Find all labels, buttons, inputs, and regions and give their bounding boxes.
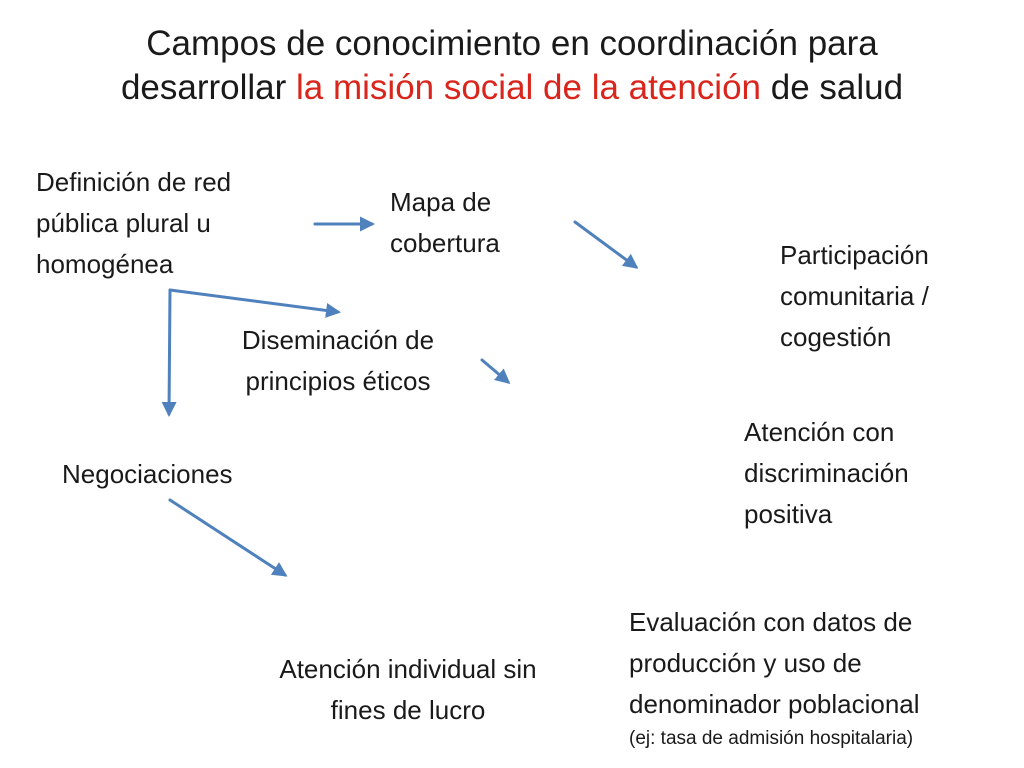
node-line: cobertura — [390, 228, 500, 258]
node-line: principios éticos — [245, 366, 431, 396]
node-line: Diseminación de — [241, 325, 435, 355]
node-line: Atención con — [744, 417, 895, 447]
node-definicion-red — [36, 162, 231, 285]
node-participacion — [780, 235, 929, 358]
arrow-mapa-to-participacion — [575, 222, 636, 267]
node-line: Evaluación con datos de — [629, 607, 913, 637]
node-line: pública plural u — [36, 208, 211, 238]
title-line-1: Campos de conocimiento en coordinación para — [146, 24, 878, 63]
evaluacion-note: (ej: tasa de admisión hospitalaria) — [629, 728, 914, 749]
title-line-2-start: desarrollar — [120, 68, 297, 107]
node-line: fines de lucro — [330, 695, 486, 725]
arrow-definicion-to-diseminacion — [170, 290, 338, 312]
title-highlight: la misión social de la atención — [296, 68, 761, 107]
title-line-2-end: de salud — [761, 68, 904, 107]
node-line: positiva — [744, 499, 833, 529]
node-line: Atención individual sin — [279, 654, 537, 684]
node-line: denominador poblacional — [629, 689, 920, 719]
node-line: Negociaciones — [62, 459, 233, 489]
arrow-diseminacion-to-right — [482, 360, 508, 382]
node-atencion-discriminacion — [744, 412, 909, 535]
node-atencion-individual — [246, 649, 570, 731]
arrow-definicion-to-negociaciones — [169, 290, 170, 414]
node-line: homogénea — [36, 249, 174, 279]
node-diseminacion — [213, 320, 463, 402]
node-evaluacion — [629, 602, 920, 753]
node-line: comunitaria / — [780, 281, 929, 311]
node-line: producción y uso de — [629, 648, 862, 678]
node-line: discriminación — [744, 458, 909, 488]
node-line: Mapa de — [390, 187, 492, 217]
node-line: cogestión — [780, 322, 892, 352]
node-line: Definición de red — [36, 167, 232, 197]
node-line: Participación — [780, 240, 929, 270]
node-negociaciones — [62, 454, 233, 495]
arrow-negociaciones-to-atencion-individual — [170, 500, 285, 575]
node-mapa-cobertura — [390, 182, 500, 264]
